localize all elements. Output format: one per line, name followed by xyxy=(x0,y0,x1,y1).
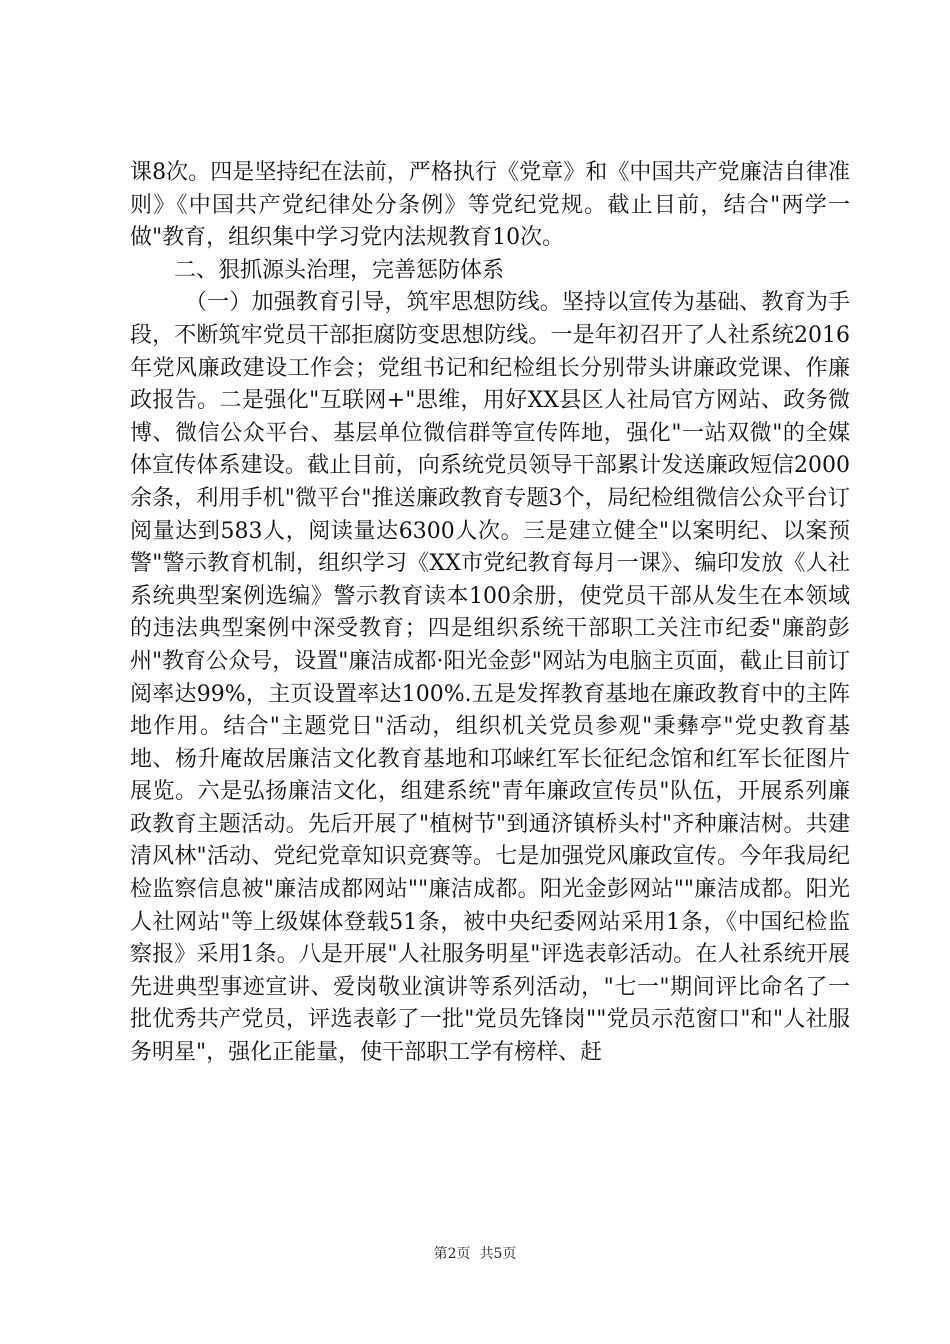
continuation-paragraph: 课8次。四是坚持纪在法前，严格执行《党章》和《中国共产党廉洁自律准则》《中国共产党纪律处分条例》等党纪党规。截止目前，结合"两学一做"教育，组织集中学习党内法规教育10次。 xyxy=(130,160,850,251)
document-body xyxy=(130,157,850,1070)
section-heading: 二、狠抓源头治理，完善惩防体系 xyxy=(174,257,505,283)
body-paragraph: （一）加强教育引导，筑牢思想防线。坚持以宣传为基础、教育为手段，不断筑牢党员干部拒腐防变思想防线。一是年初召开了人社系统2016年党风廉政建设工作会；党组书记和纪检组长分别带头讲廉政党课、作廉政报告。二是强化"互联网+"思维，用好XX县区人社局官方网站、政务微博、微信公众平台、基层单位微信群等宣传阵地，强化"一站双微"的全媒体宣传体系建设。截止目前，向系统党员领导干部累计发送廉政短信2000余条，利用手机"微平台"推送廉政教育专题3个，局纪检组微信公众平台订阅量达到583人，阅读量达6300人次。三是建立健全"以案明纪、以案预警"警示教育机制，组织学习《XX市党纪教育每月一课》、编印发放《人社系统典型案例选编》警示教育读本100余册，使党员干部从发生在本领域的违法典型案例中深受教育；四是组织系统干部职工关注市纪委"廉韵彭州"教育公众号，设置"廉洁成都·阳光金彭"网站为电脑主页面，截止目前订阅率达99%，主页设置率达100%.五是发挥教育基地在廉政教育中的主阵地作用。结合"主题党日"活动，组织机关党员参观"秉彝亭"党史教育基地、杨升庵故居廉洁文化教育基地和邛崃红军长征纪念馆和红军长征图片展览。六是弘扬廉洁文化，组建系统"青年廉政宣传员"队伍，开展系列廉政教育主题活动。先后开展了"植树节"到通济镇桥头村"齐种廉洁树。共建清风林"活动、党纪党章知识竞赛等。七是加强党风廉政宣传。今年我局纪检监察信息被"廉洁成都网站""廉洁成都。阳光金彭网站""廉洁成都。阳光人社网站"等上级媒体登载51条，被中央纪委网站采用1条，《中国纪检监察报》采用1条。八是开展"人社服务明星"评选表彰活动。在人社系统开展先进典型事迹宣讲、爱岗敬业演讲等系列活动，"七一"期间评比命名了一批优秀共产党员，评选表彰了一批"党员先锋岗""党员示范窗口"和"人社服务明星"，强化正能量，使干部职工学有榜样、赶 xyxy=(130,290,850,1066)
page-number-footer: 第2页 共5页 xyxy=(433,1246,517,1262)
